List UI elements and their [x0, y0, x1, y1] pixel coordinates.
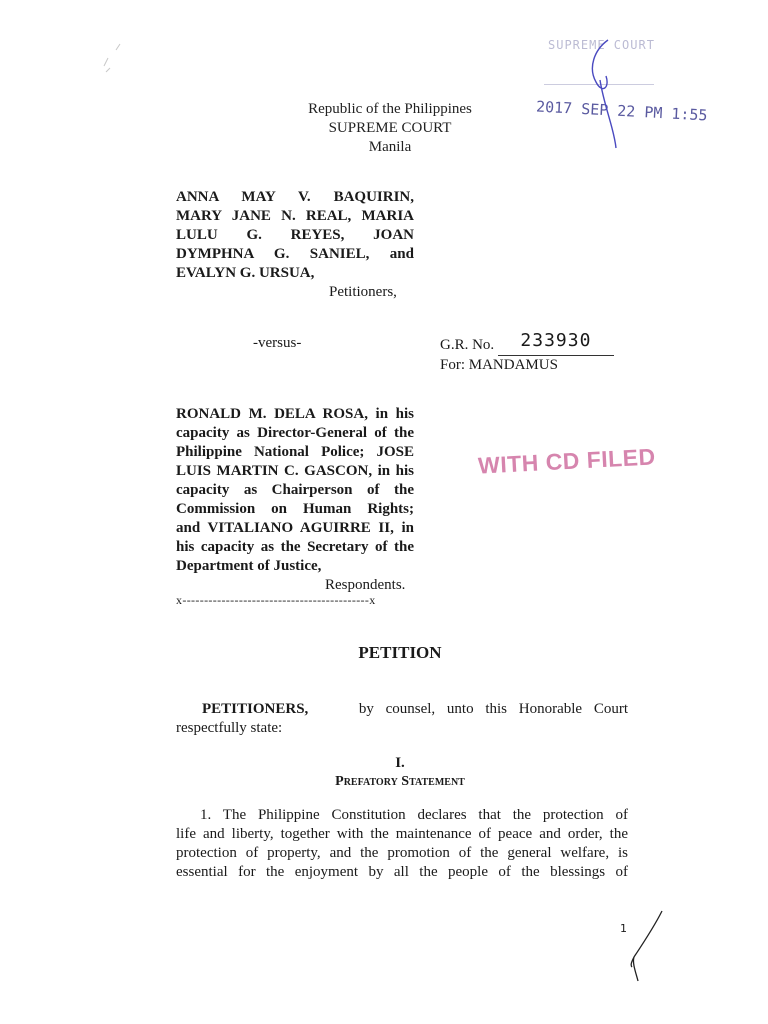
header-city: Manila: [368, 139, 412, 155]
header-republic: Republic of the Philippines: [308, 101, 472, 117]
court-header: [240, 100, 540, 157]
petitioners-role: Petitioners,: [329, 284, 397, 300]
gr-number: 233930: [520, 330, 592, 351]
versus-label: -versus-: [253, 335, 302, 351]
section-title: Prefatory Statement: [335, 774, 465, 789]
respondent-line: Commission on Human Rights;: [176, 501, 414, 517]
respondent-line: Philippine National Police; JOSE: [176, 444, 414, 460]
petitioner-line: DYMPHNA G. SANIEL, and: [176, 246, 414, 262]
petitioner-line: MARY JANE N. REAL, MARIA: [176, 208, 414, 224]
respondent-line: LUIS MARTIN C. GASCON, in his: [176, 463, 414, 479]
petitioner-line: LULU G. REYES, JOAN: [176, 227, 414, 243]
case-info: [440, 330, 630, 375]
with-cd-filed-stamp: WITH CD FILED: [477, 443, 657, 479]
gr-number-field: [498, 330, 614, 356]
respondent-line: capacity as Director-General of the: [176, 425, 414, 441]
intro-line2: respectfully state:: [176, 720, 283, 736]
paragraph-line: life and liberty, together with the maintenance of peace and order, the: [176, 826, 628, 842]
respondent-line: RONALD M. DELA ROSA, in his: [176, 406, 414, 422]
case-type: For: MANDAMUS: [440, 357, 558, 373]
respondents-role: Respondents.: [325, 577, 406, 593]
petitioner-line: ANNA MAY V. BAQUIRIN,: [176, 189, 414, 205]
intro-bold: PETITIONERS,: [202, 701, 309, 717]
intro-line1: by counsel, unto this Honorable Court: [358, 701, 628, 717]
page-number: 1: [620, 922, 627, 935]
paragraph-line: protection of property, and the promotion of the general welfare, is: [176, 845, 628, 861]
receipt-stamp: [530, 36, 708, 146]
petitioner-line: EVALYN G. URSUA,: [176, 265, 315, 281]
petitioners-block: [176, 188, 414, 283]
respondent-line: his capacity as the Secretary of the: [176, 539, 414, 555]
gr-label: G.R. No.: [440, 337, 495, 353]
scan-smudge: [96, 38, 136, 78]
document-title: PETITION: [358, 643, 442, 662]
receipt-stamp-date: 2017 SEP 22 PM 1:55: [535, 97, 708, 125]
caption-separator: x-------------------------------------------x: [176, 593, 376, 607]
respondent-line: capacity as Chairperson of the: [176, 482, 414, 498]
section-heading: [0, 754, 768, 791]
receipt-signature: [570, 36, 630, 151]
respondent-line: Department of Justice,: [176, 558, 322, 574]
paragraph-line: essential for the enjoyment by all the people of the blessings of: [176, 864, 628, 880]
respondents-block: [176, 405, 414, 576]
initial-signature: [620, 905, 670, 985]
header-court: SUPREME COURT: [328, 120, 452, 136]
respondent-line: and VITALIANO AGUIRRE II, in: [176, 520, 414, 536]
receipt-stamp-court: SUPREME COURT: [548, 38, 655, 52]
paragraph-line: 1. The Philippine Constitution declares that the protection of: [200, 807, 628, 823]
section-numeral: I.: [395, 755, 405, 771]
intro-paragraph: [176, 700, 628, 738]
paragraph-1: [176, 806, 628, 882]
